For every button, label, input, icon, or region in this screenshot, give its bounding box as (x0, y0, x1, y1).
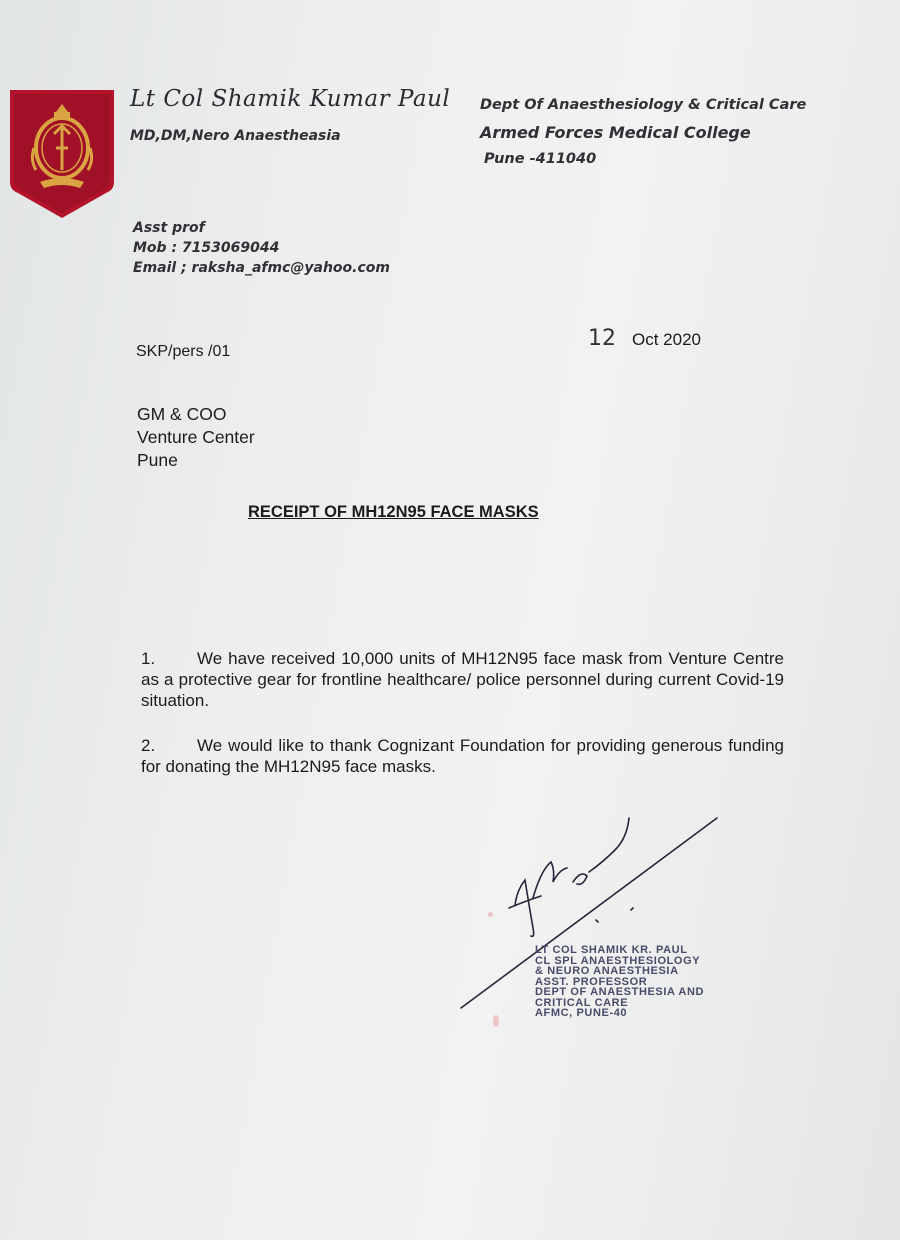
recipient-line: GM & COO (137, 404, 227, 424)
paragraph (141, 735, 784, 777)
official-stamp (535, 945, 704, 1019)
recipient-address (137, 403, 255, 472)
department-line: Dept Of Anaesthesiology & Critical Care (480, 97, 807, 113)
reference-number: SKP/pers /01 (136, 343, 231, 360)
letterhead-qualifications: MD,DM,Nero Anaestheasia (130, 128, 341, 144)
letter-date (588, 326, 701, 351)
paragraph-text: We have received 10,000 units of MH12N95 face mask from Venture Centre as a protective gear for frontline healthcare/ police personnel during current Covid-19 situation. (141, 649, 784, 710)
designation: Asst prof (133, 220, 205, 236)
contact-block (133, 218, 390, 278)
stamp-line: CRITICAL CARE (535, 996, 629, 1009)
ink-speck (493, 1015, 499, 1027)
email-address: Email ; raksha_afmc@yahoo.com (133, 260, 390, 276)
stamp-line: ASST. PROFESSOR (535, 975, 648, 988)
paragraph (141, 648, 784, 711)
paragraph-number: 1. (141, 649, 156, 668)
paragraph-text: We would like to thank Cognizant Foundation for providing generous funding for donating the MH12N95 face masks. (141, 736, 784, 776)
letterhead-address (480, 92, 806, 173)
date-day: 12 (588, 326, 616, 351)
stamp-line: CL SPL ANAESTHESIOLOGY (535, 954, 701, 967)
letterhead-name-signature: Lt Col Shamik Kumar Paul (130, 86, 451, 112)
stamp-line: LT COL SHAMIK KR. PAUL (535, 944, 688, 956)
ink-speck (488, 912, 493, 917)
stamp-line: DEPT OF ANAESTHESIA AND (535, 986, 705, 998)
crest-emblem-icon (10, 90, 114, 218)
date-month-year: Oct 2020 (632, 330, 701, 349)
city-line: Pune -411040 (484, 151, 597, 167)
institution-line: Armed Forces Medical College (480, 123, 751, 142)
subject-heading: RECEIPT OF MH12N95 FACE MASKS (248, 503, 539, 521)
recipient-line: Pune (137, 450, 178, 470)
recipient-line: Venture Center (137, 427, 255, 447)
paragraph-number: 2. (141, 736, 156, 755)
mobile-number: Mob : 7153069044 (133, 240, 280, 256)
stamp-line: AFMC, PUNE-40 (535, 1007, 628, 1019)
stamp-line: & NEURO ANAESTHESIA (535, 965, 679, 977)
